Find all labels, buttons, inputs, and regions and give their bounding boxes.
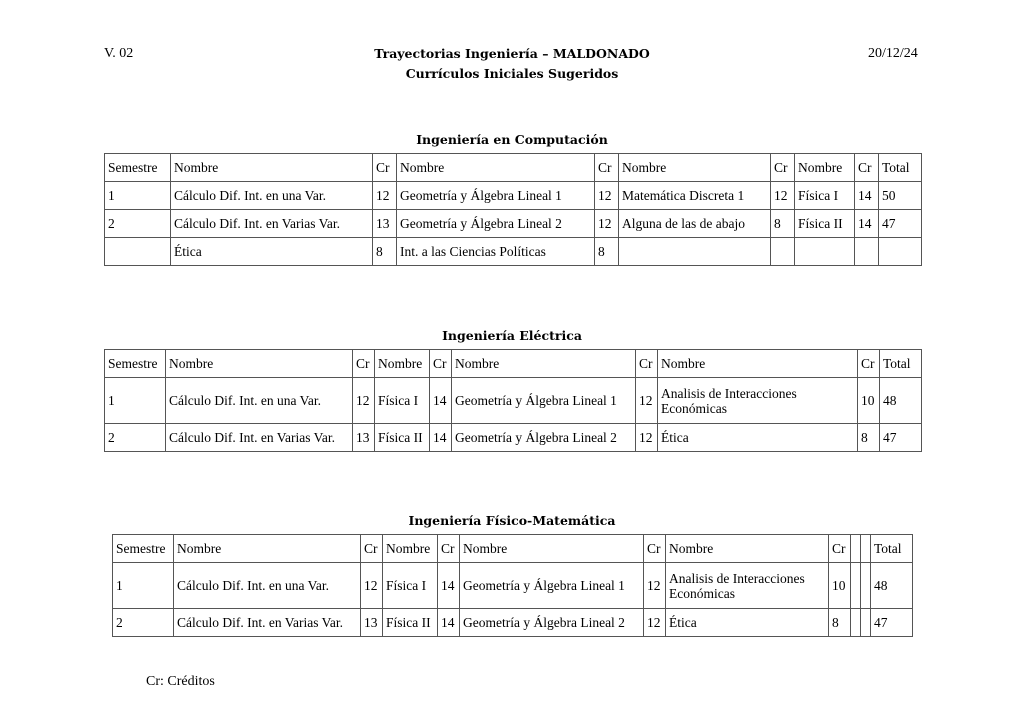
table-cell: 2 bbox=[113, 609, 174, 637]
column-header: Cr bbox=[430, 350, 452, 378]
column-header: Cr bbox=[595, 154, 619, 182]
table-cell: Cálculo Dif. Int. en una Var. bbox=[171, 182, 373, 210]
table-cell: 14 bbox=[430, 378, 452, 424]
column-header: Cr bbox=[353, 350, 375, 378]
table-cell: Geometría y Álgebra Lineal 2 bbox=[452, 424, 636, 452]
section-title-electrica: Ingeniería Eléctrica bbox=[442, 328, 582, 343]
column-header: Nombre bbox=[171, 154, 373, 182]
column-header: Cr bbox=[361, 535, 383, 563]
table-cell: 12 bbox=[636, 424, 658, 452]
column-header: Total bbox=[879, 154, 922, 182]
table-cell: 12 bbox=[644, 609, 666, 637]
table-cell: Geometría y Álgebra Lineal 2 bbox=[397, 210, 595, 238]
table-cell: 47 bbox=[871, 609, 913, 637]
table-cell: Física II bbox=[375, 424, 430, 452]
table-cell: 10 bbox=[829, 563, 851, 609]
table-cell: Física I bbox=[795, 182, 855, 210]
table-cell: Geometría y Álgebra Lineal 1 bbox=[460, 563, 644, 609]
table-fisico-matematica bbox=[112, 534, 913, 637]
table-row bbox=[105, 182, 922, 210]
table-cell: Cálculo Dif. Int. en Varias Var. bbox=[174, 609, 361, 637]
table-cell: 12 bbox=[636, 378, 658, 424]
table-cell: 10 bbox=[858, 378, 880, 424]
table-cell: 1 bbox=[113, 563, 174, 609]
table-cell: 47 bbox=[880, 424, 922, 452]
table-row bbox=[105, 210, 922, 238]
table-cell: 47 bbox=[879, 210, 922, 238]
footer-note: Cr: Créditos bbox=[146, 674, 215, 689]
table-cell bbox=[619, 238, 771, 266]
table-cell: 12 bbox=[644, 563, 666, 609]
column-header bbox=[861, 535, 871, 563]
table-cell: 14 bbox=[855, 182, 879, 210]
table-cell: Cálculo Dif. Int. en Varias Var. bbox=[171, 210, 373, 238]
table-cell bbox=[855, 238, 879, 266]
table-cell: Física II bbox=[383, 609, 438, 637]
column-header: Nombre bbox=[383, 535, 438, 563]
table-cell: 14 bbox=[855, 210, 879, 238]
table-cell: 12 bbox=[373, 182, 397, 210]
column-header: Nombre bbox=[795, 154, 855, 182]
column-header: Cr bbox=[771, 154, 795, 182]
table-cell: Cálculo Dif. Int. en Varias Var. bbox=[166, 424, 353, 452]
table-header-row bbox=[113, 535, 913, 563]
section-title-fisico-matematica: Ingeniería Físico-Matemática bbox=[408, 513, 616, 528]
column-header: Total bbox=[871, 535, 913, 563]
table-cell: 12 bbox=[353, 378, 375, 424]
column-header bbox=[851, 535, 861, 563]
table-cell: Física I bbox=[383, 563, 438, 609]
column-header: Cr bbox=[636, 350, 658, 378]
table-cell: 13 bbox=[361, 609, 383, 637]
table-cell bbox=[105, 238, 171, 266]
table-cell: Cálculo Dif. Int. en una Var. bbox=[166, 378, 353, 424]
table-cell: Int. a las Ciencias Políticas bbox=[397, 238, 595, 266]
table-cell bbox=[851, 609, 861, 637]
table-cell: Geometría y Álgebra Lineal 1 bbox=[452, 378, 636, 424]
table-cell: 50 bbox=[879, 182, 922, 210]
table-cell: 1 bbox=[105, 378, 166, 424]
column-header: Cr bbox=[438, 535, 460, 563]
table-cell: 12 bbox=[771, 182, 795, 210]
table-cell: 48 bbox=[880, 378, 922, 424]
table-computacion bbox=[104, 153, 922, 266]
document-subtitle: Currículos Iniciales Sugeridos bbox=[405, 66, 619, 81]
section-title-computacion: Ingeniería en Computación bbox=[416, 132, 608, 147]
column-header: Nombre bbox=[174, 535, 361, 563]
table-cell: 13 bbox=[373, 210, 397, 238]
column-header: Nombre bbox=[460, 535, 644, 563]
table-cell bbox=[879, 238, 922, 266]
table-cell: 8 bbox=[829, 609, 851, 637]
table-cell: 8 bbox=[771, 210, 795, 238]
table-row bbox=[113, 609, 913, 637]
column-header: Semestre bbox=[105, 350, 166, 378]
column-header: Nombre bbox=[166, 350, 353, 378]
table-row bbox=[105, 238, 922, 266]
table-cell: Matemática Discreta 1 bbox=[619, 182, 771, 210]
document-title: Trayectorias Ingeniería – MALDONADO bbox=[374, 46, 650, 61]
table-cell: Ética bbox=[171, 238, 373, 266]
table-cell bbox=[771, 238, 795, 266]
column-header: Cr bbox=[858, 350, 880, 378]
column-header: Semestre bbox=[113, 535, 174, 563]
column-header: Cr bbox=[829, 535, 851, 563]
table-cell bbox=[861, 563, 871, 609]
table-cell: 1 bbox=[105, 182, 171, 210]
column-header: Total bbox=[880, 350, 922, 378]
table-header-row bbox=[105, 350, 922, 378]
table-cell: Ética bbox=[666, 609, 829, 637]
table-header-row bbox=[105, 154, 922, 182]
column-header: Nombre bbox=[375, 350, 430, 378]
table-cell: 8 bbox=[373, 238, 397, 266]
column-header: Nombre bbox=[452, 350, 636, 378]
table-cell: 14 bbox=[430, 424, 452, 452]
column-header: Nombre bbox=[666, 535, 829, 563]
column-header: Cr bbox=[644, 535, 666, 563]
table-cell: 2 bbox=[105, 210, 171, 238]
table-cell: Geometría y Álgebra Lineal 2 bbox=[460, 609, 644, 637]
table-cell: 8 bbox=[858, 424, 880, 452]
column-header: Semestre bbox=[105, 154, 171, 182]
table-cell: 12 bbox=[595, 182, 619, 210]
table-cell: Alguna de las de abajo bbox=[619, 210, 771, 238]
table-cell: 14 bbox=[438, 609, 460, 637]
table-row bbox=[105, 424, 922, 452]
table-cell: 12 bbox=[595, 210, 619, 238]
table-cell: 48 bbox=[871, 563, 913, 609]
column-header: Cr bbox=[373, 154, 397, 182]
table-row bbox=[113, 563, 913, 609]
table-cell bbox=[795, 238, 855, 266]
column-header: Nombre bbox=[619, 154, 771, 182]
date-label: 20/12/24 bbox=[868, 46, 918, 61]
table-cell: 14 bbox=[438, 563, 460, 609]
table-cell: Ética bbox=[658, 424, 858, 452]
column-header: Nombre bbox=[397, 154, 595, 182]
table-cell: Analisis de Interacciones Económicas bbox=[666, 563, 829, 609]
table-cell: 13 bbox=[353, 424, 375, 452]
table-cell: Física I bbox=[375, 378, 430, 424]
column-header: Cr bbox=[855, 154, 879, 182]
table-row bbox=[105, 378, 922, 424]
table-cell: 12 bbox=[361, 563, 383, 609]
table-cell bbox=[861, 609, 871, 637]
table-cell: 8 bbox=[595, 238, 619, 266]
table-cell: Física II bbox=[795, 210, 855, 238]
table-electrica bbox=[104, 349, 922, 452]
table-cell: 2 bbox=[105, 424, 166, 452]
version-label: V. 02 bbox=[104, 46, 134, 61]
table-cell: Geometría y Álgebra Lineal 1 bbox=[397, 182, 595, 210]
table-cell: Cálculo Dif. Int. en una Var. bbox=[174, 563, 361, 609]
table-cell bbox=[851, 563, 861, 609]
table-cell: Analisis de Interacciones Económicas bbox=[658, 378, 858, 424]
column-header: Nombre bbox=[658, 350, 858, 378]
